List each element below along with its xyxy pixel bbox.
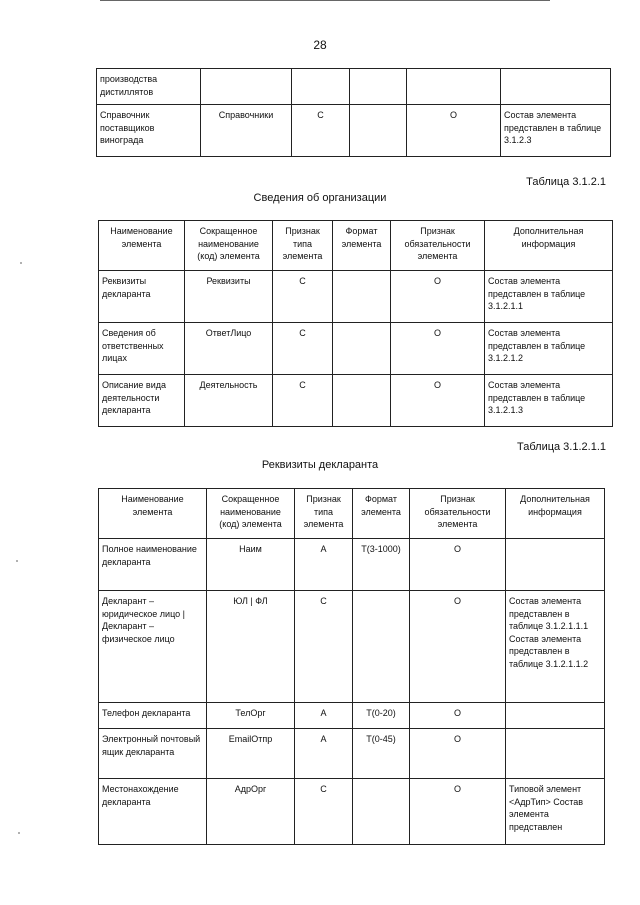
table-cell xyxy=(292,69,350,105)
table-cell: ОтветЛицо xyxy=(185,323,273,375)
table-header-cell: Формат элемента xyxy=(353,489,410,539)
table-cell: А xyxy=(295,539,353,591)
table-cell: С xyxy=(295,779,353,845)
table-cell: О xyxy=(391,323,485,375)
table-header-cell: Признак обязательности элемента xyxy=(410,489,506,539)
table-cell xyxy=(506,729,605,779)
table-header-cell: Наименование элемента xyxy=(99,489,207,539)
table-cell: С xyxy=(273,323,333,375)
table-cell: ТелОрг xyxy=(207,703,295,729)
table-cell: А xyxy=(295,729,353,779)
table-row xyxy=(99,591,605,703)
table-cell: Полное наименование декларанта xyxy=(99,539,207,591)
scan-speck xyxy=(16,560,18,562)
table-cell: Т(0-20) xyxy=(353,703,410,729)
table-label: Таблица 3.1.2.1 xyxy=(526,176,606,188)
table-header-row xyxy=(99,489,605,539)
table-declarant-requisites xyxy=(98,488,605,845)
table-header-cell: Сокращенное наименование (код) элемента xyxy=(185,221,273,271)
table-cell: О xyxy=(410,703,506,729)
table-header-cell: Дополнительная информация xyxy=(506,489,605,539)
table-row xyxy=(99,323,613,375)
table-row xyxy=(97,105,611,157)
table-cell: Электронный почтовый ящик декларанта xyxy=(99,729,207,779)
table-cell: С xyxy=(292,105,350,157)
table-cell xyxy=(353,779,410,845)
table-cell: АдрОрг xyxy=(207,779,295,845)
table-cell xyxy=(353,591,410,703)
table-cell: Состав элемента представлен в таблице 3.1.2.1.2 xyxy=(485,323,613,375)
table-cell: Состав элемента представлен в таблице 3.1.2.1.1 xyxy=(485,271,613,323)
table-cell: Наим xyxy=(207,539,295,591)
table-cell: О xyxy=(410,539,506,591)
table-cell xyxy=(407,69,501,105)
table-cell: А xyxy=(295,703,353,729)
table-title: Реквизиты декларанта xyxy=(261,459,379,471)
page-top-rule xyxy=(100,0,550,1)
table-cell: С xyxy=(273,271,333,323)
table-cell xyxy=(333,375,391,427)
table-cell: производства дистиллятов xyxy=(97,69,201,105)
table-header-cell: Дополнительная информация xyxy=(485,221,613,271)
table-cell: EmailОтпр xyxy=(207,729,295,779)
table-cell xyxy=(350,105,407,157)
table-cell: Т(0-45) xyxy=(353,729,410,779)
table-cell xyxy=(333,323,391,375)
table-cell: Местонахождение декларанта xyxy=(99,779,207,845)
table-cell xyxy=(501,69,611,105)
table-cell xyxy=(506,703,605,729)
table-header-cell: Признак типа элемента xyxy=(295,489,353,539)
table-cell: О xyxy=(410,729,506,779)
table-row xyxy=(99,539,605,591)
table-header-cell: Наименование элемента xyxy=(99,221,185,271)
table-cell: О xyxy=(407,105,501,157)
scan-speck xyxy=(20,262,22,264)
table-cell xyxy=(201,69,292,105)
table-cell: Типовой элемент <АдрТип> Состав элемента представлен xyxy=(506,779,605,845)
table-organization-info xyxy=(98,220,613,427)
table-row xyxy=(99,375,613,427)
table-title: Сведения об организации xyxy=(253,192,387,204)
table-header-cell: Признак обязательности элемента xyxy=(391,221,485,271)
table-cell xyxy=(333,271,391,323)
table-header-cell: Формат элемента xyxy=(333,221,391,271)
page-number: 28 xyxy=(313,38,327,52)
table-cell: Справочники xyxy=(201,105,292,157)
table-cell: Состав элемента представлен в таблице 3.1.2.3 xyxy=(501,105,611,157)
table-cell: О xyxy=(410,779,506,845)
table-row xyxy=(99,729,605,779)
table-cell: С xyxy=(295,591,353,703)
table-cell: Деятельность xyxy=(185,375,273,427)
table-row xyxy=(99,703,605,729)
table-row xyxy=(97,69,611,105)
table-cell: Сведения об ответственных лицах xyxy=(99,323,185,375)
table-cell: О xyxy=(391,271,485,323)
table-cell: Состав элемента представлен в таблице 3.1.2.1.1.1 Состав элемента представлен в таблице 3.1.2.1.1.2 xyxy=(506,591,605,703)
table-cell: Справочник поставщиков винограда xyxy=(97,105,201,157)
table-cell: ЮЛ | ФЛ xyxy=(207,591,295,703)
table-cell: О xyxy=(391,375,485,427)
table-cell xyxy=(350,69,407,105)
table-cell: Реквизиты декларанта xyxy=(99,271,185,323)
table-cell: С xyxy=(273,375,333,427)
table-header-cell: Признак типа элемента xyxy=(273,221,333,271)
table-cell: Т(3-1000) xyxy=(353,539,410,591)
table-row xyxy=(99,779,605,845)
table-cell: Описание вида деятельности декларанта xyxy=(99,375,185,427)
table-cell: Состав элемента представлен в таблице 3.1.2.1.3 xyxy=(485,375,613,427)
table-cell xyxy=(506,539,605,591)
table-header-row xyxy=(99,221,613,271)
scan-speck xyxy=(18,832,20,834)
table-cell: О xyxy=(410,591,506,703)
table-cell: Телефон декларанта xyxy=(99,703,207,729)
table-cell: Декларант – юридическое лицо | Декларант – физическое лицо xyxy=(99,591,207,703)
table-header-cell: Сокращенное наименование (код) элемента xyxy=(207,489,295,539)
table-row xyxy=(99,271,613,323)
table-continued xyxy=(96,68,611,157)
table-label: Таблица 3.1.2.1.1 xyxy=(517,441,606,453)
table-cell: Реквизиты xyxy=(185,271,273,323)
